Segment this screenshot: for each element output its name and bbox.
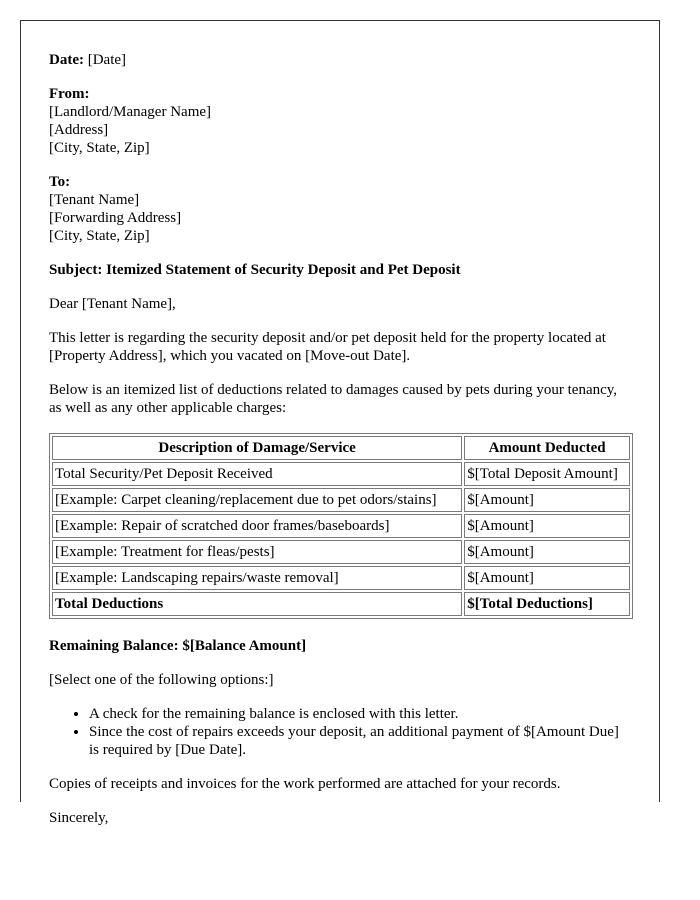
- table-row: [52, 488, 630, 512]
- table-total-row: [52, 592, 630, 616]
- to-line: [Tenant Name]: [49, 192, 140, 208]
- from-line: [City, State, Zip]: [49, 140, 150, 156]
- list-item: • A check for the remaining balance is enclosed with this letter.: [89, 705, 631, 723]
- date-label: Date:: [49, 52, 84, 68]
- list-intro-paragraph: Below is an itemized list of deductions related to damages caused by pets during your tenancy, as well as any other applicable charges:: [49, 382, 618, 416]
- row-description: Total Security/Pet Deposit Received: [52, 462, 462, 486]
- receipts-note: Copies of receipts and invoices for the work performed are attached for your records.: [49, 776, 561, 792]
- to-label: To:: [49, 174, 71, 190]
- from-line: [Address]: [49, 122, 109, 138]
- subject-line: Subject: Itemized Statement of Security Deposit and Pet Deposit: [49, 262, 461, 278]
- row-amount: $[Amount]: [464, 566, 630, 590]
- from-label: From:: [49, 86, 90, 102]
- to-block: [49, 173, 631, 245]
- row-description: [Example: Carpet cleaning/replacement due to pet odors/stains]: [52, 488, 462, 512]
- table-row: [52, 514, 630, 538]
- column-header-amount: Amount Deducted: [464, 436, 630, 460]
- table-row: [52, 540, 630, 564]
- remaining-balance: Remaining Balance: $[Balance Amount]: [49, 638, 307, 654]
- row-amount: $[Amount]: [464, 514, 630, 538]
- row-amount: $[Total Deposit Amount]: [464, 462, 630, 486]
- row-description: [Example: Landscaping repairs/waste removal]: [52, 566, 462, 590]
- letter-content: [21, 21, 659, 827]
- row-amount: $[Amount]: [464, 540, 630, 564]
- options-list: [49, 705, 631, 759]
- select-option-instruction: [Select one of the following options:]: [49, 672, 274, 688]
- salutation: Dear [Tenant Name],: [49, 296, 176, 312]
- date-line: [49, 51, 631, 69]
- to-line: [City, State, Zip]: [49, 228, 150, 244]
- from-block: [49, 85, 631, 157]
- list-item: • Since the cost of repairs exceeds your deposit, an additional payment of $[Amount Due] is required by [Due Date].: [89, 723, 631, 759]
- intro-paragraph: This letter is regarding the security deposit and/or pet deposit held for the property located at [Property Address], which you vacated on [Move-out Date].: [49, 330, 606, 364]
- total-label: Total Deductions: [52, 592, 462, 616]
- date-value: [Date]: [87, 52, 127, 68]
- table-row: [52, 566, 630, 590]
- column-header-description: Description of Damage/Service: [52, 436, 462, 460]
- deductions-table: [49, 433, 633, 619]
- from-line: [Landlord/Manager Name]: [49, 104, 212, 120]
- row-description: [Example: Treatment for fleas/pests]: [52, 540, 462, 564]
- letter-page: [20, 20, 660, 826]
- table-header-row: [52, 436, 630, 460]
- to-line: [Forwarding Address]: [49, 210, 182, 226]
- row-amount: $[Amount]: [464, 488, 630, 512]
- total-amount: $[Total Deductions]: [464, 592, 630, 616]
- row-description: [Example: Repair of scratched door frames/baseboards]: [52, 514, 462, 538]
- table-row: [52, 462, 630, 486]
- closing: Sincerely,: [49, 810, 109, 826]
